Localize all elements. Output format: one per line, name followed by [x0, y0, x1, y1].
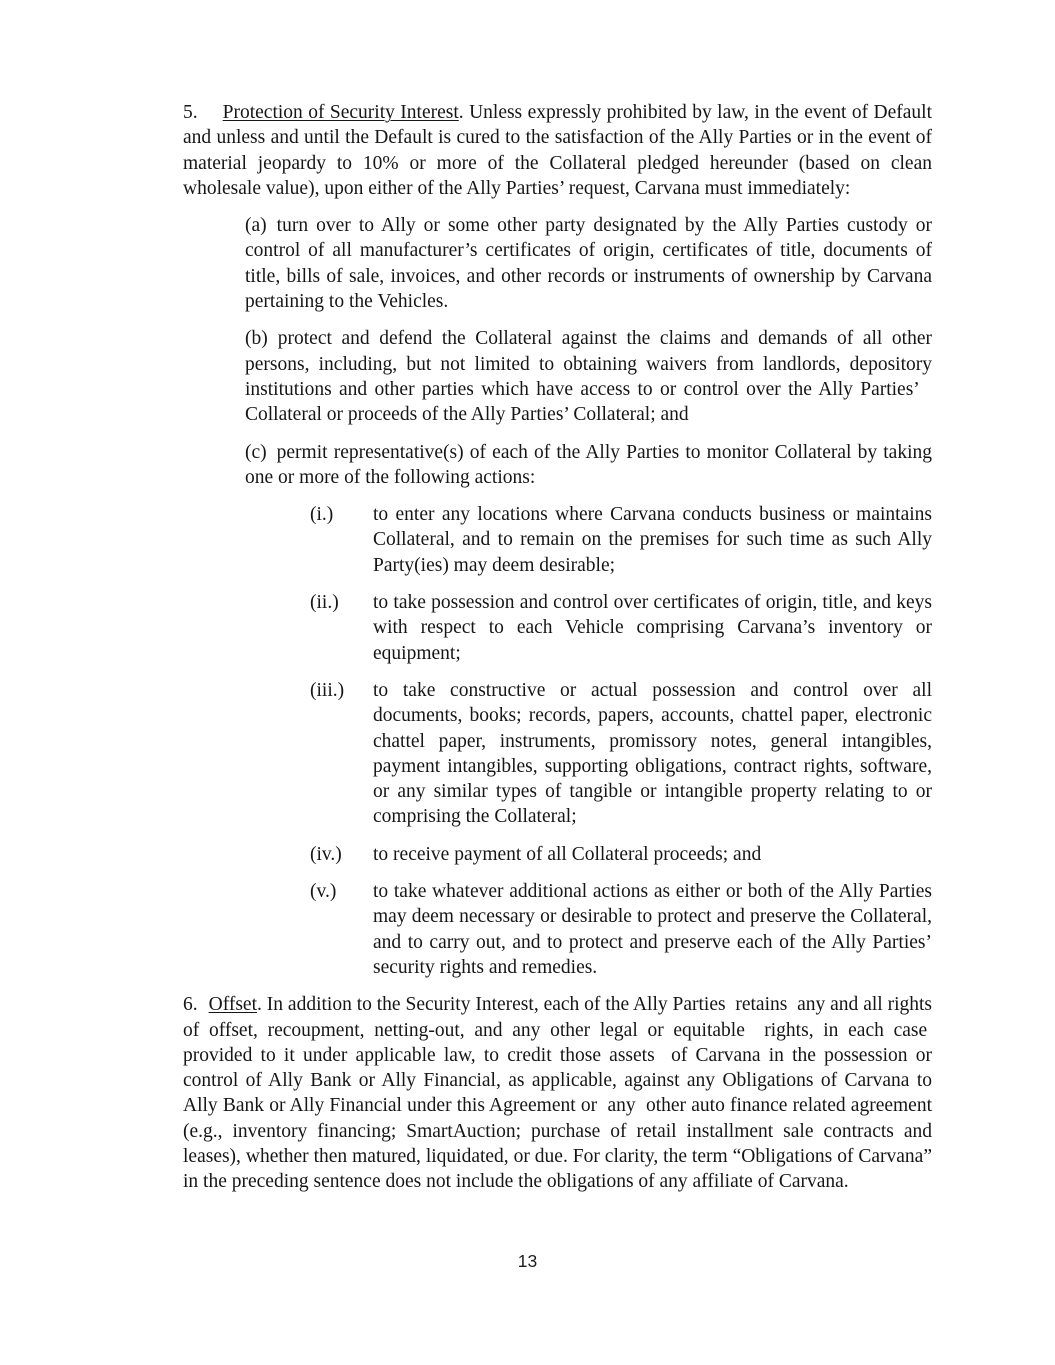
clause-b-label: (b): [245, 328, 268, 350]
roman-i-text: to enter any locations where Carvana conducts business or maintains Collateral, and to remain on the premises for such time as such Ally Party(ies) may deem desirable;: [373, 504, 932, 576]
roman-iv-label: (iv.): [310, 843, 342, 865]
document-body: [183, 100, 932, 1207]
clause-a-text: turn over to Ally or some other party designated by the Ally Parties custody or control of all manufacturer’s certificates of origin, certificates of title, documents of title, bills of sale, invoices, and other records or instruments of ownership by Carvana pertaining to the Vehicles.: [245, 215, 932, 313]
clause-c-label: (c): [245, 441, 267, 463]
section-6-number: 6.: [183, 994, 198, 1016]
roman-v-text: to take whatever additional actions as either or both of the Ally Parties may deem necessary or desirable to protect and preserve the Collateral, and to carry out, and to protect and preserve each of the Ally Parties’ security rights and remedies.: [373, 881, 932, 978]
roman-iv-text: to receive payment of all Collateral proceeds; and: [373, 843, 762, 865]
roman-item-ii: [310, 590, 932, 666]
roman-iii-label: (iii.): [310, 679, 345, 701]
clause-a-label: (a): [245, 215, 267, 237]
roman-v-label: (v.): [310, 881, 337, 903]
roman-item-iv: [310, 842, 932, 867]
roman-item-i: [310, 502, 932, 578]
section-6-text: . In addition to the Security Interest, each of the Ally Parties retains any and all rights of offset, recoupment, netting-out, and any other legal or equitable rights, in each case provided to it under applicable law, to credit those assets of Carvana in the possession or control of Ally Bank or Ally Financial, as applicable, against any Obligations of Carvana to Ally Bank or Ally Financial under this Agreement or any other auto finance related agreement (e.g., inventory financing; SmartAuction; purchase of retail installment sale contracts and leases), whether then matured, liquidated, or due. For clarity, the term “Obligations of Carvana” in the preceding sentence does not include the obligations of any affiliate of Carvana.: [183, 994, 932, 1193]
roman-item-iii: [310, 678, 932, 830]
clause-c-paragraph: [245, 440, 932, 491]
roman-iii-text: to take constructive or actual possession and control over all documents, books; records, papers, accounts, chattel paper, electronic chattel paper, instruments, promissory notes, general intangibles, payment intangibles, supporting obligations, contract rights, software, or any similar types of tangible or intangible property relating to or comprising the Collateral;: [373, 679, 932, 828]
page-number: 13: [517, 1251, 538, 1271]
clause-a-paragraph: [245, 213, 932, 314]
section-5-paragraph: [183, 100, 932, 201]
clause-c-text: permit representative(s) of each of the Ally Parties to monitor Collateral by taking one or more of the following actions:: [245, 441, 932, 488]
roman-ii-text: to take possession and control over certificates of origin, title, and keys with respect to each Vehicle comprising Carvana’s inventory or equipment;: [373, 592, 932, 664]
roman-item-v: [310, 879, 932, 980]
clause-b-paragraph: [245, 326, 932, 427]
section-5-heading: Protection of Security Interest: [222, 102, 459, 123]
roman-ii-label: (ii.): [310, 592, 339, 614]
section-6-heading: Offset: [208, 994, 258, 1016]
section-5-number: 5.: [183, 102, 198, 123]
clause-b-text: protect and defend the Collateral against the claims and demands of all other persons, including, but not limited to obtaining waivers from landlords, depository institutions and other parties which have access to or control over the Ally Parties’ Collateral or proceeds of the Ally Parties’ Collateral; and: [245, 328, 932, 426]
roman-i-label: (i.): [310, 504, 334, 526]
section-6-paragraph: [183, 992, 932, 1194]
section-5-text: . Unless expressly prohibited by law, in the event of Default and unless and until the Default is cured to the satisfaction of the Ally Parties or in the event of material jeopardy to 10% or more of the Collateral pledged hereunder (based on clean wholesale value), upon either of the Ally Parties’ request, Carvana must immediately:: [183, 102, 932, 199]
